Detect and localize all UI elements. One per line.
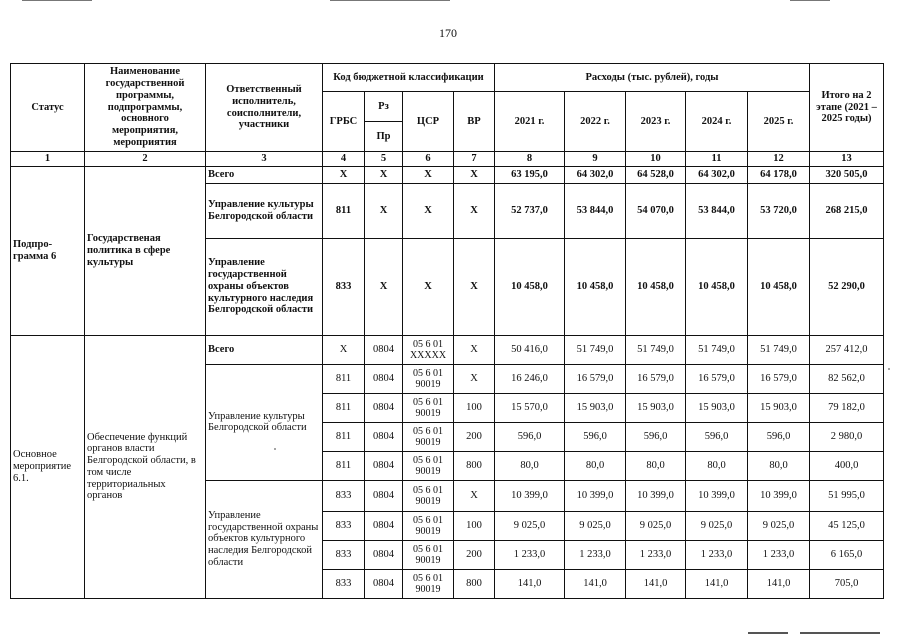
program-name-cell: Государственая политика в сфере культуры xyxy=(85,166,206,335)
col-number: 11 xyxy=(686,152,748,167)
csr-cell: Х xyxy=(403,238,454,335)
vr-cell: 800 xyxy=(454,569,495,598)
rzpr-cell: Х xyxy=(365,166,403,183)
grbs-cell: 833 xyxy=(323,238,365,335)
header-budget-code: Код бюджетной классификации xyxy=(323,64,495,92)
column-numbers-row xyxy=(11,152,884,167)
value-2021-cell: 63 195,0 xyxy=(495,166,565,183)
total-cell: 320 505,0 xyxy=(810,166,884,183)
value-2023-cell: 80,0 xyxy=(626,451,686,480)
value-2023-cell: 54 070,0 xyxy=(626,183,686,238)
grbs-cell: 833 xyxy=(323,569,365,598)
responsible-cell: Управление культуры Белгородской области xyxy=(206,183,323,238)
col-number: 7 xyxy=(454,152,495,167)
rzpr-cell: 0804 xyxy=(365,511,403,540)
header-csr: ЦСР xyxy=(403,92,454,152)
value-2025-cell: 53 720,0 xyxy=(748,183,810,238)
grbs-cell: 833 xyxy=(323,480,365,511)
value-2022-cell: 596,0 xyxy=(565,422,626,451)
value-2024-cell: 64 302,0 xyxy=(686,166,748,183)
col-number: 13 xyxy=(810,152,884,167)
value-2023-cell: 596,0 xyxy=(626,422,686,451)
header-responsible: Ответственный исполнитель, соисполнители, участники xyxy=(206,64,323,152)
vr-cell: Х xyxy=(454,480,495,511)
csr-cell: Х xyxy=(403,183,454,238)
value-2024-cell: 53 844,0 xyxy=(686,183,748,238)
header-vr: ВР xyxy=(454,92,495,152)
value-2021-cell: 15 570,0 xyxy=(495,393,565,422)
total-cell: 2 980,0 xyxy=(810,422,884,451)
value-2025-cell: 51 749,0 xyxy=(748,335,810,364)
scan-edge-bottom-left xyxy=(748,632,788,634)
value-2021-cell: 80,0 xyxy=(495,451,565,480)
grbs-cell: 833 xyxy=(323,540,365,569)
value-2023-cell: 9 025,0 xyxy=(626,511,686,540)
value-2024-cell: 1 233,0 xyxy=(686,540,748,569)
value-2025-cell: 64 178,0 xyxy=(748,166,810,183)
value-2024-cell: 80,0 xyxy=(686,451,748,480)
rzpr-cell: 0804 xyxy=(365,422,403,451)
grbs-cell: Х xyxy=(323,166,365,183)
vr-cell: Х xyxy=(454,335,495,364)
vr-cell: Х xyxy=(454,166,495,183)
csr-cell: Х xyxy=(403,166,454,183)
rzpr-cell: 0804 xyxy=(365,364,403,393)
table-row xyxy=(11,335,884,364)
page-number: 170 xyxy=(439,26,457,40)
value-2023-cell: 16 579,0 xyxy=(626,364,686,393)
responsible-cell: Управление государственной охраны объектов культурного наследия Белгородской области xyxy=(206,480,323,598)
value-2025-cell: 16 579,0 xyxy=(748,364,810,393)
value-2022-cell: 10 399,0 xyxy=(565,480,626,511)
value-2021-cell: 9 025,0 xyxy=(495,511,565,540)
value-2023-cell: 15 903,0 xyxy=(626,393,686,422)
header-year-2023: 2023 г. xyxy=(626,92,686,152)
value-2021-cell: 50 416,0 xyxy=(495,335,565,364)
value-2024-cell: 596,0 xyxy=(686,422,748,451)
scan-edge-bottom-right xyxy=(800,632,880,634)
total-cell: 6 165,0 xyxy=(810,540,884,569)
value-2022-cell: 53 844,0 xyxy=(565,183,626,238)
value-2021-cell: 16 246,0 xyxy=(495,364,565,393)
csr-cell: 05 6 01 90019 xyxy=(403,540,454,569)
value-2021-cell: 1 233,0 xyxy=(495,540,565,569)
rzpr-cell: 0804 xyxy=(365,480,403,511)
value-2022-cell: 1 233,0 xyxy=(565,540,626,569)
value-2021-cell: 52 737,0 xyxy=(495,183,565,238)
table-row xyxy=(11,166,884,183)
csr-cell: 05 6 01 90019 xyxy=(403,422,454,451)
responsible-cell: Управление культуры Белгородской области xyxy=(206,364,323,480)
value-2024-cell: 9 025,0 xyxy=(686,511,748,540)
vr-cell: Х xyxy=(454,238,495,335)
rzpr-cell: 0804 xyxy=(365,393,403,422)
vr-cell: 200 xyxy=(454,540,495,569)
value-2024-cell: 16 579,0 xyxy=(686,364,748,393)
value-2025-cell: 10 458,0 xyxy=(748,238,810,335)
total-cell: 79 182,0 xyxy=(810,393,884,422)
col-number: 2 xyxy=(85,152,206,167)
vr-cell: 100 xyxy=(454,393,495,422)
scan-edge-top-left xyxy=(22,0,92,1)
vr-cell: 200 xyxy=(454,422,495,451)
grbs-cell: 811 xyxy=(323,451,365,480)
grbs-cell: Х xyxy=(323,335,365,364)
col-number: 8 xyxy=(495,152,565,167)
csr-cell: 05 6 01 90019 xyxy=(403,364,454,393)
header-status: Статус xyxy=(11,64,85,152)
header-year-2021: 2021 г. xyxy=(495,92,565,152)
rzpr-cell: Х xyxy=(365,238,403,335)
total-cell: 705,0 xyxy=(810,569,884,598)
value-2025-cell: 15 903,0 xyxy=(748,393,810,422)
value-2025-cell: 596,0 xyxy=(748,422,810,451)
header-year-2024: 2024 г. xyxy=(686,92,748,152)
csr-cell: 05 6 01 90019 xyxy=(403,451,454,480)
col-number: 6 xyxy=(403,152,454,167)
program-name-cell: Обеспечение функций органов власти Белгородской области, в том числе территориальных органов xyxy=(85,335,206,598)
responsible-cell: Всего xyxy=(206,166,323,183)
value-2022-cell: 141,0 xyxy=(565,569,626,598)
value-2022-cell: 80,0 xyxy=(565,451,626,480)
value-2023-cell: 51 749,0 xyxy=(626,335,686,364)
csr-cell: 05 6 01 90019 xyxy=(403,569,454,598)
total-cell: 268 215,0 xyxy=(810,183,884,238)
vr-cell: Х xyxy=(454,364,495,393)
header-grbs: ГРБС xyxy=(323,92,365,152)
rzpr-cell: 0804 xyxy=(365,451,403,480)
value-2022-cell: 10 458,0 xyxy=(565,238,626,335)
col-number: 9 xyxy=(565,152,626,167)
total-cell: 45 125,0 xyxy=(810,511,884,540)
header-rz: Рз xyxy=(365,92,403,122)
total-cell: 257 412,0 xyxy=(810,335,884,364)
value-2024-cell: 141,0 xyxy=(686,569,748,598)
vr-cell: 800 xyxy=(454,451,495,480)
total-cell: 400,0 xyxy=(810,451,884,480)
grbs-cell: 811 xyxy=(323,422,365,451)
csr-cell: 05 6 01 ХХХХХ xyxy=(403,335,454,364)
scan-edge-top-mid xyxy=(330,0,450,1)
status-cell: Основное мероприятие 6.1. xyxy=(11,335,85,598)
col-number: 3 xyxy=(206,152,323,167)
rzpr-cell: 0804 xyxy=(365,335,403,364)
rzpr-cell: 0804 xyxy=(365,569,403,598)
col-number: 12 xyxy=(748,152,810,167)
value-2025-cell: 10 399,0 xyxy=(748,480,810,511)
grbs-cell: 811 xyxy=(323,393,365,422)
col-number: 4 xyxy=(323,152,365,167)
value-2022-cell: 64 302,0 xyxy=(565,166,626,183)
budget-table-body xyxy=(11,64,884,599)
responsible-cell: Всего xyxy=(206,335,323,364)
value-2022-cell: 16 579,0 xyxy=(565,364,626,393)
scan-edge-top-right xyxy=(790,0,830,1)
col-number: 1 xyxy=(11,152,85,167)
header-year-2025: 2025 г. xyxy=(748,92,810,152)
total-cell: 52 290,0 xyxy=(810,238,884,335)
grbs-cell: 811 xyxy=(323,364,365,393)
value-2022-cell: 15 903,0 xyxy=(565,393,626,422)
value-2024-cell: 10 458,0 xyxy=(686,238,748,335)
value-2023-cell: 10 399,0 xyxy=(626,480,686,511)
value-2023-cell: 10 458,0 xyxy=(626,238,686,335)
grbs-cell: 833 xyxy=(323,511,365,540)
value-2021-cell: 596,0 xyxy=(495,422,565,451)
scan-speck xyxy=(888,368,890,370)
rzpr-cell: Х xyxy=(365,183,403,238)
value-2021-cell: 10 458,0 xyxy=(495,238,565,335)
scan-speck xyxy=(274,448,276,450)
header-total: Итого на 2 этапе (2021 – 2025 годы) xyxy=(810,64,884,152)
value-2025-cell: 80,0 xyxy=(748,451,810,480)
header-year-2022: 2022 г. xyxy=(565,92,626,152)
value-2022-cell: 9 025,0 xyxy=(565,511,626,540)
header-expenses: Расходы (тыс. рублей), годы xyxy=(495,64,810,92)
value-2024-cell: 15 903,0 xyxy=(686,393,748,422)
total-cell: 51 995,0 xyxy=(810,480,884,511)
value-2022-cell: 51 749,0 xyxy=(565,335,626,364)
value-2024-cell: 10 399,0 xyxy=(686,480,748,511)
value-2025-cell: 141,0 xyxy=(748,569,810,598)
vr-cell: Х xyxy=(454,183,495,238)
csr-cell: 05 6 01 90019 xyxy=(403,511,454,540)
vr-cell: 100 xyxy=(454,511,495,540)
csr-cell: 05 6 01 90019 xyxy=(403,480,454,511)
col-number: 10 xyxy=(626,152,686,167)
grbs-cell: 811 xyxy=(323,183,365,238)
total-cell: 82 562,0 xyxy=(810,364,884,393)
rzpr-cell: 0804 xyxy=(365,540,403,569)
value-2023-cell: 1 233,0 xyxy=(626,540,686,569)
status-cell: Подпро-грамма 6 xyxy=(11,166,85,335)
value-2025-cell: 1 233,0 xyxy=(748,540,810,569)
value-2021-cell: 10 399,0 xyxy=(495,480,565,511)
header-pr: Пр xyxy=(365,122,403,152)
value-2021-cell: 141,0 xyxy=(495,569,565,598)
value-2023-cell: 64 528,0 xyxy=(626,166,686,183)
responsible-cell: Управление государственной охраны объектов культурного наследия Белгородской области xyxy=(206,238,323,335)
csr-cell: 05 6 01 90019 xyxy=(403,393,454,422)
value-2024-cell: 51 749,0 xyxy=(686,335,748,364)
value-2025-cell: 9 025,0 xyxy=(748,511,810,540)
col-number: 5 xyxy=(365,152,403,167)
header-program-name: Наименование государственной программы, подпрограммы, основного мероприятия, мероприятия xyxy=(85,64,206,152)
budget-table xyxy=(10,63,884,599)
value-2023-cell: 141,0 xyxy=(626,569,686,598)
